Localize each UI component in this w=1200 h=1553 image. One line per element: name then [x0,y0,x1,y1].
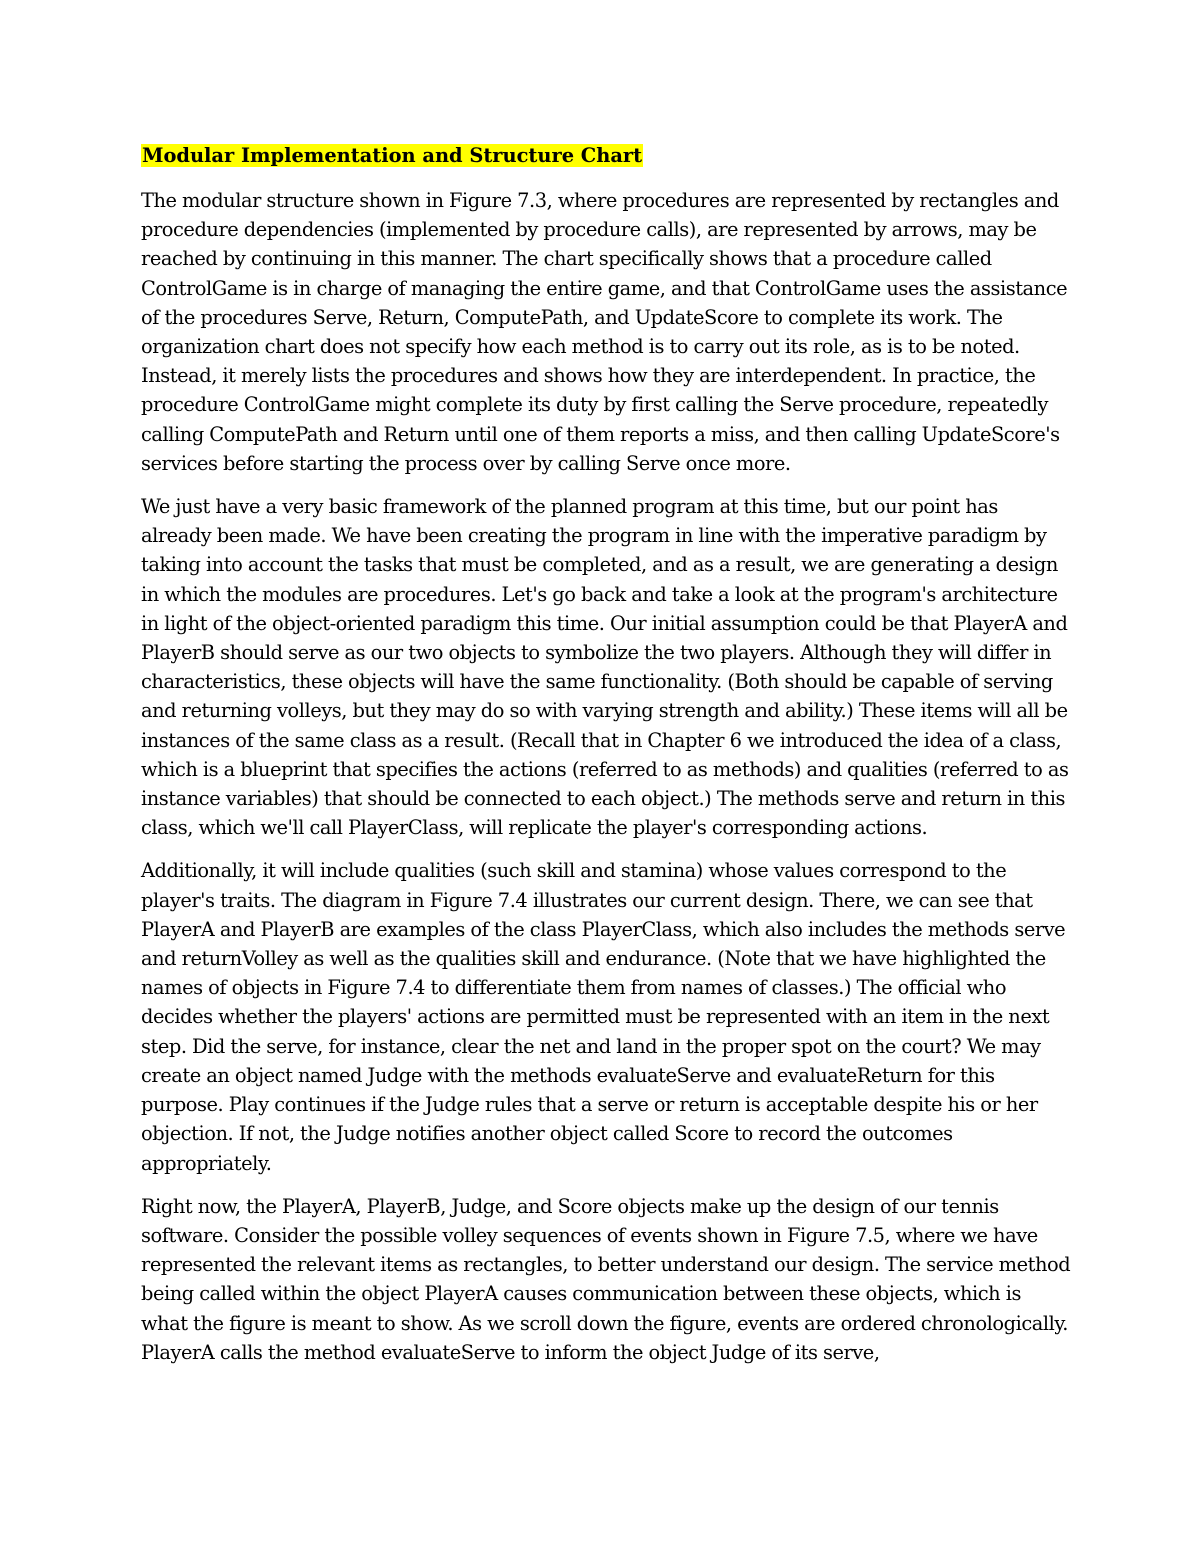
heading-highlight: Modular Implementation and Structure Chart [142,144,643,167]
section-heading [141,140,1071,172]
document-page [141,140,1071,1381]
paragraph-1: The modular structure shown in Figure 7.3, where procedures are represented by rectangles and procedure dependencies (implemented by procedure calls), are represented by arrows, may be reached by continuing in this manner. The chart specifically shows that a procedure called ControlGame is in charge of managing the entire game, and that ControlGame uses the assistance of the procedures Serve, Return, ComputePath, and UpdateScore to complete its work. The organization chart does not specify how each method is to carry out its role, as is to be noted. Instead, it merely lists the procedures and shows how they are interdependent. In practice, the procedure ControlGame might complete its duty by first calling the Serve procedure, repeatedly calling ComputePath and Return until one of them reports a miss, and then calling UpdateScore's services before starting the process over by calling Serve once more. [141,189,1068,475]
paragraph-3: Additionally, it will include qualities (such skill and stamina) whose values correspond to the player's traits. The diagram in Figure 7.4 illustrates our current design. There, we can see that PlayerA and PlayerB are examples of the class PlayerClass, which also includes the methods serve and returnVolley as well as the qualities skill and endurance. (Note that we have highlighted the names of objects in Figure 7.4 to differentiate them from names of classes.) The official who decides whether the players' actions are permitted must be represented with an item in the next step. Did the serve, for instance, clear the net and land in the proper spot on the court? We may create an object named Judge with the methods evaluateServe and evaluateReturn for this purpose. Play continues if the Judge rules that a serve or return is acceptable despite his or her objection. If not, the Judge notifies another object called Score to record the outcomes appropriately. [141,859,1066,1175]
paragraph-2: We just have a very basic framework of the planned program at this time, but our point has already been made. We have been creating the program in line with the imperative paradigm by taking into account the tasks that must be completed, and as a result, we are generating a design in which the modules are procedures. Let's go back and take a look at the program's architecture in light of the object-oriented paradigm this time. Our initial assumption could be that PlayerA and PlayerB should serve as our two objects to symbolize the two players. Although they will differ in characteristics, these objects will have the same functionality. (Both should be capable of serving and returning volleys, but they may do so with varying strength and ability.) These items will all be instances of the same class as a result. (Recall that in Chapter 6 we introduced the idea of a class, which is a blueprint that specifies the actions (referred to as methods) and qualities (referred to as instance variables) that should be connected to each object.) The methods serve and return in this class, which we'll call PlayerClass, will replicate the player's corresponding actions. [141,495,1069,840]
paragraph-4: Right now, the PlayerA, PlayerB, Judge, and Score objects make up the design of our tennis software. Consider the possible volley sequences of events shown in Figure 7.5, where we have represented the relevant items as rectangles, to better understand our design. The service method being called within the object PlayerA causes communication between these objects, which is what the figure is meant to show. As we scroll down the figure, events are ordered chronologically. PlayerA calls the method evaluateServe to inform the object Judge of its serve, [141,1194,1071,1364]
